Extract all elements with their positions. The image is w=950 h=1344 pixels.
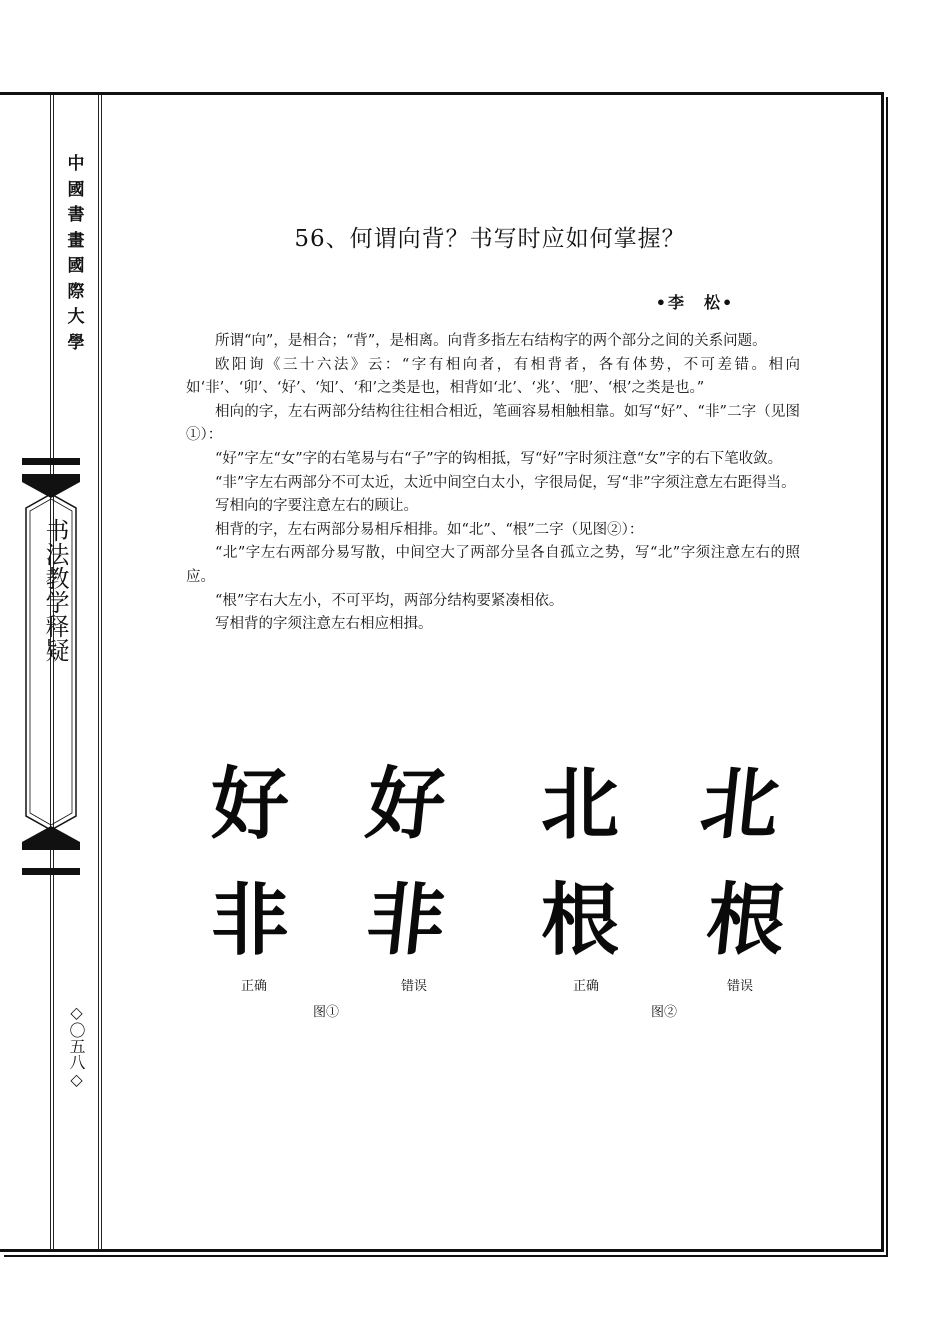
book-title-cartouche	[22, 468, 80, 856]
paragraph: “好”字左“女”字的右笔易与右“子”字的钩相抵，写“好”字时须注意“女”字的右下笔收敛。	[215, 450, 783, 467]
calligraphy-bei-correct: 北	[540, 759, 619, 850]
calligraphy-gen-correct: 根	[540, 875, 619, 966]
paragraph: 相向的字，左右两部分结构往往相合相近，笔画容易相触相靠。如写“好”、“非”二字（见图①）：	[186, 403, 800, 444]
calligraphy-hao-correct: 好	[210, 759, 289, 850]
article-title: 56、何谓向背？书写时应如何掌握？	[294, 226, 686, 252]
calligraphy-gen-wrong: 根	[702, 875, 790, 966]
caption-wrong: 错误	[400, 979, 427, 994]
paragraph: 相背的字，左右两部分易相斥相排。如“北”、“根”二字（见图②）：	[215, 521, 644, 538]
page-number: ◇〇五八◇	[67, 1003, 86, 1089]
series-title: 中國書畫國際大學	[67, 154, 85, 353]
article-author: •李 松•	[655, 293, 735, 312]
article-body	[186, 330, 800, 637]
paragraph: 所谓“向”，是相合；“背”，是相离。向背多指左右结构字的两个部分之间的关系问题。	[215, 333, 767, 349]
book-title: 书法教学释疑	[41, 518, 69, 662]
caption-wrong: 错误	[726, 979, 753, 994]
paragraph: “根”字右大左小，不可平均，两部分结构要紧凑相依。	[215, 592, 564, 609]
calligraphy-bei-wrong: 北	[696, 759, 784, 850]
cartouche-top-bar	[22, 458, 80, 465]
calligraphy-hao-wrong: 好	[362, 759, 450, 850]
page-frame	[0, 92, 884, 1252]
paragraph: 欧阳询《三十六法》云：“字有相向者，有相背者，各有体势，不可差错。相向如‘非’、‘卯’、‘好’、‘知’、‘和’之类是也，相背如‘北’、‘兆’、‘肥’、‘根’之类是也。”	[186, 356, 800, 397]
sidebar-rule-right	[98, 95, 99, 1250]
paragraph: “北”字左右两部分易写散，中间空大了两部分呈各自孤立之势，写“北”字须注意左右的照应。	[186, 545, 800, 585]
caption-correct: 正确	[572, 979, 599, 994]
figure-label-2: 图②	[650, 1005, 677, 1020]
cartouche-bottom-bar	[22, 868, 80, 875]
calligraphy-fei-correct: 非	[210, 875, 289, 966]
paragraph: “非”字左右两部分不可太近，太近中间空白太小，字很局促，写“非”字须注意左右距得当。	[215, 474, 796, 491]
figure-label-1: 图①	[312, 1005, 339, 1020]
paragraph: 写相向的字要注意左右的顾让。	[215, 498, 418, 515]
paragraph: 写相背的字须注意左右相应相揖。	[215, 616, 433, 633]
calligraphy-fei-wrong: 非	[362, 875, 450, 966]
sidebar-rule-right-inner	[101, 95, 102, 1250]
caption-correct: 正确	[240, 979, 267, 994]
